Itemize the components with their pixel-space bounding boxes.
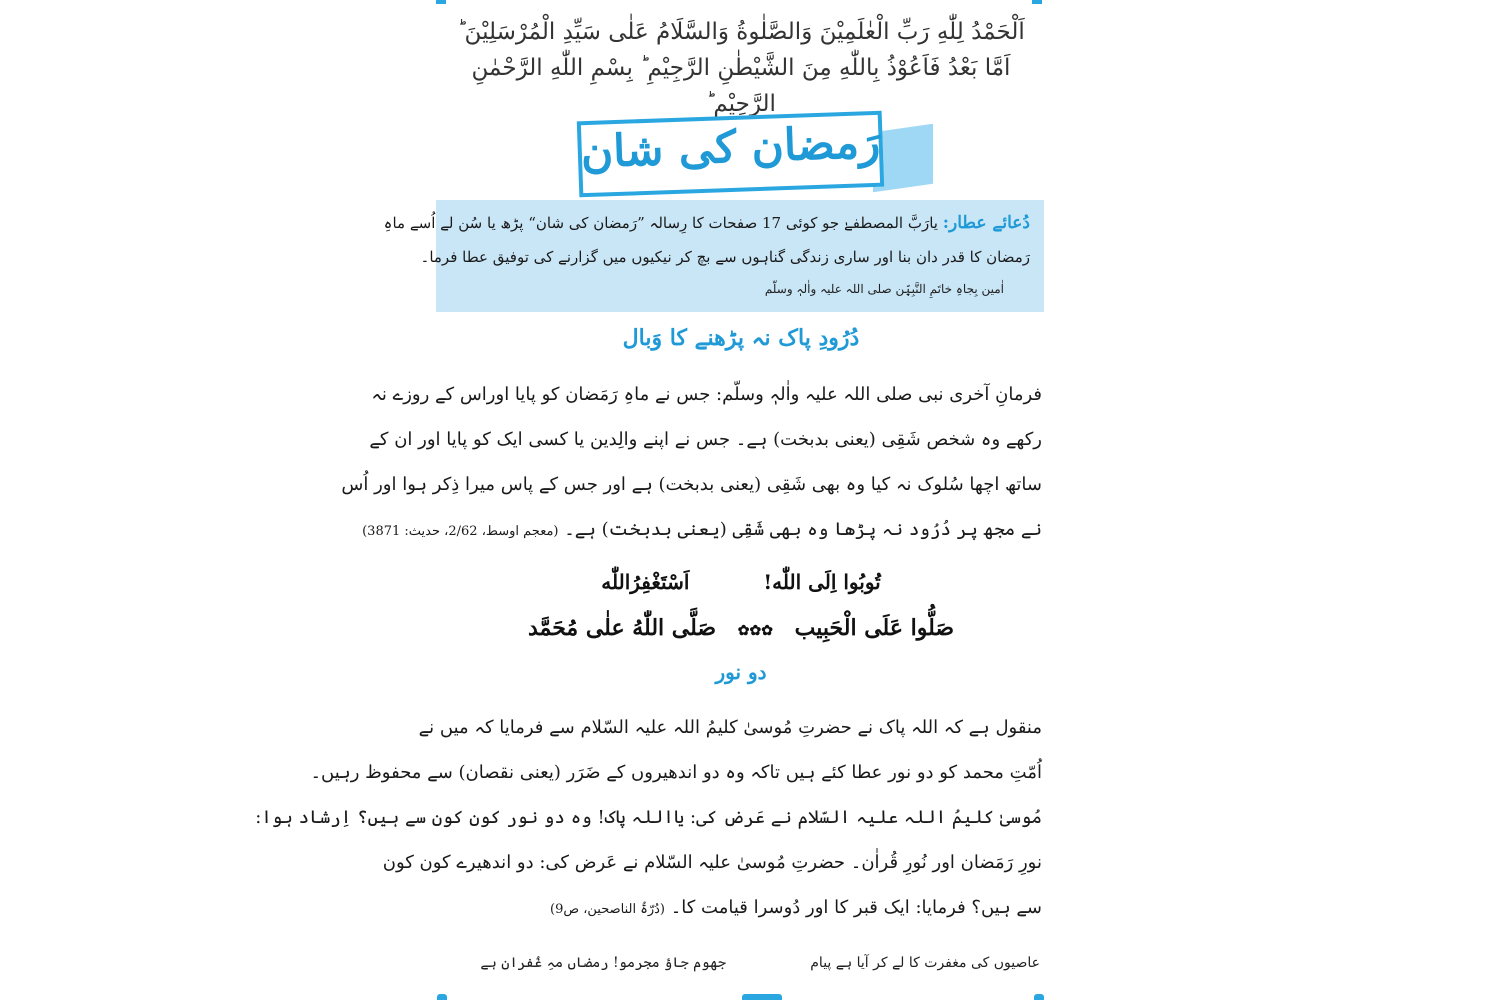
paragraph-line: نورِ رَمَضان اور نُورِ قُراٰن۔ حضرتِ مُوسیٰ علیہ السّلام نے عَرض کی: دو اندھیرے کون کون [382,852,1042,873]
salat-row [436,615,1046,641]
tawbah-row [436,570,1046,594]
page-title: رَمضان کی شان [579,116,882,179]
paragraph-line: ساتھ اچھا سُلوک نہ کیا وہ بھی شَقِی (یعنی بدبخت) ہے اور جس کے پاس میرا ذِکر ہوا اور اُس [341,474,1042,495]
flower-ornament-icon: ✿✿✿ [737,623,773,639]
dua-label: دُعائے عطار: [942,213,1030,233]
paragraph-line: مُوسیٰ کلیمُ اللہ علیہ السّلام نے عَرض کی: یااللہ پاک! وہ دو نور کون کون سے ہیں؟ اِرشاد ہوا: [255,807,1042,828]
paragraph-line: اُمّتِ محمد کو دو نور عطا کئے ہیں تاکہ وہ دو اندھیروں کے ضَرَر (یعنی نقصان) سے محفوظ رہیں۔ [310,762,1042,783]
dua-line-2: رَمضان کا قدر دان بنا اور ساری زندگی گناہوں سے بچ کر نیکیوں میں گزارنے کی توفیق عطا فرما۔ [420,248,1030,266]
paragraph-line-last [362,507,1042,552]
paragraph-durood [341,372,1042,552]
paragraph-line-last [436,885,1042,930]
paragraph-line: منقول ہے کہ اللہ پاک نے حضرتِ مُوسیٰ کلیمُ اللہ علیہ السّلام سے فرمایا کہ میں نے [418,717,1042,738]
page-column [255,0,1046,1000]
section-heading-do-noor: دو نور [715,660,767,684]
tawbah-right: اَسْتَغْفِرُاللّٰه [601,570,690,594]
dua-ameen: اٰمین بِجاہِ خاتَمِ النَّبِیّٖن صلی اللہ علیہ واٰلہٖ وسلّم [764,282,1004,296]
dua-box [383,200,1044,312]
poem-line-right: عاصیوں کی مغفرت کا لے کر آیا ہے پیام [810,955,1040,971]
citation: (معجم اوسط، 2/62، حدیث: 3871) [362,524,559,539]
section-heading-durood: دُرُودِ پاک نہ پڑھنے کا وَبال [622,325,860,351]
dua-line-1 [383,210,1030,236]
paragraph-line: رکھے وہ شخص شَقِی (یعنی بدبخت) ہے۔ جس نے اپنے والِدین یا کسی ایک کو پایا اور ان کے [369,429,1042,450]
salat-right: صَلَّی اللّٰهُ علٰی مُحَمَّد [527,615,717,641]
dua-text-1: یارَبَّ المصطفےٰ جو کوئی 17 صفحات کا رِسالہ ”رَمضان کی شان“ پڑھ یا سُن لے اُسے ماہِ [383,214,938,232]
paragraph-line-text: سے ہیں؟ فرمایا: ایک قبر کا اور دُوسرا قیامت کا۔ [670,897,1042,918]
paragraph-line-text: نے مجھ پر دُرُود نہ پڑھا وہ بھی شَقِی (یعنی بدبخت) ہے۔ [564,519,1042,540]
salat-left: صَلُّوا عَلَی الْحَبِیب [794,615,955,641]
opening-doa-line-2: اَمَّا بَعْدُ فَاَعُوْذُ بِاللّٰهِ مِنَ الشَّيْطٰنِ الرَّجِيْمِ ؕ بِسْمِ اللّٰهِ الرَّحْمٰنِ الرَّحِيْمِ ؕ [471,55,1011,117]
tawbah-left: تُوبُوا اِلَی اللّٰه! [763,570,881,594]
title-banner [578,110,913,192]
citation: (دُرّۃُ الناصحین، ص9) [549,902,665,917]
opening-doa-line-1: اَلْحَمْدُ لِلّٰهِ رَبِّ الْعٰلَمِيْنَ وَالصَّلٰوةُ وَالسَّلَامُ عَلٰى سَيِّدِ الْمُرْسَلِيْنَ ؕ [457,19,1025,45]
poem-line-left: جھوم جاؤ مجرمو! رمضاں مہِ غُفران ہے [480,955,726,971]
paragraph-do-noor [255,705,1042,930]
paragraph-line: فرمانِ آخری نبی صلی اللہ علیہ واٰلہٖ وسلّم: جس نے ماہِ رَمَضان کو پایا اوراس کے روزے نہ [371,384,1042,405]
